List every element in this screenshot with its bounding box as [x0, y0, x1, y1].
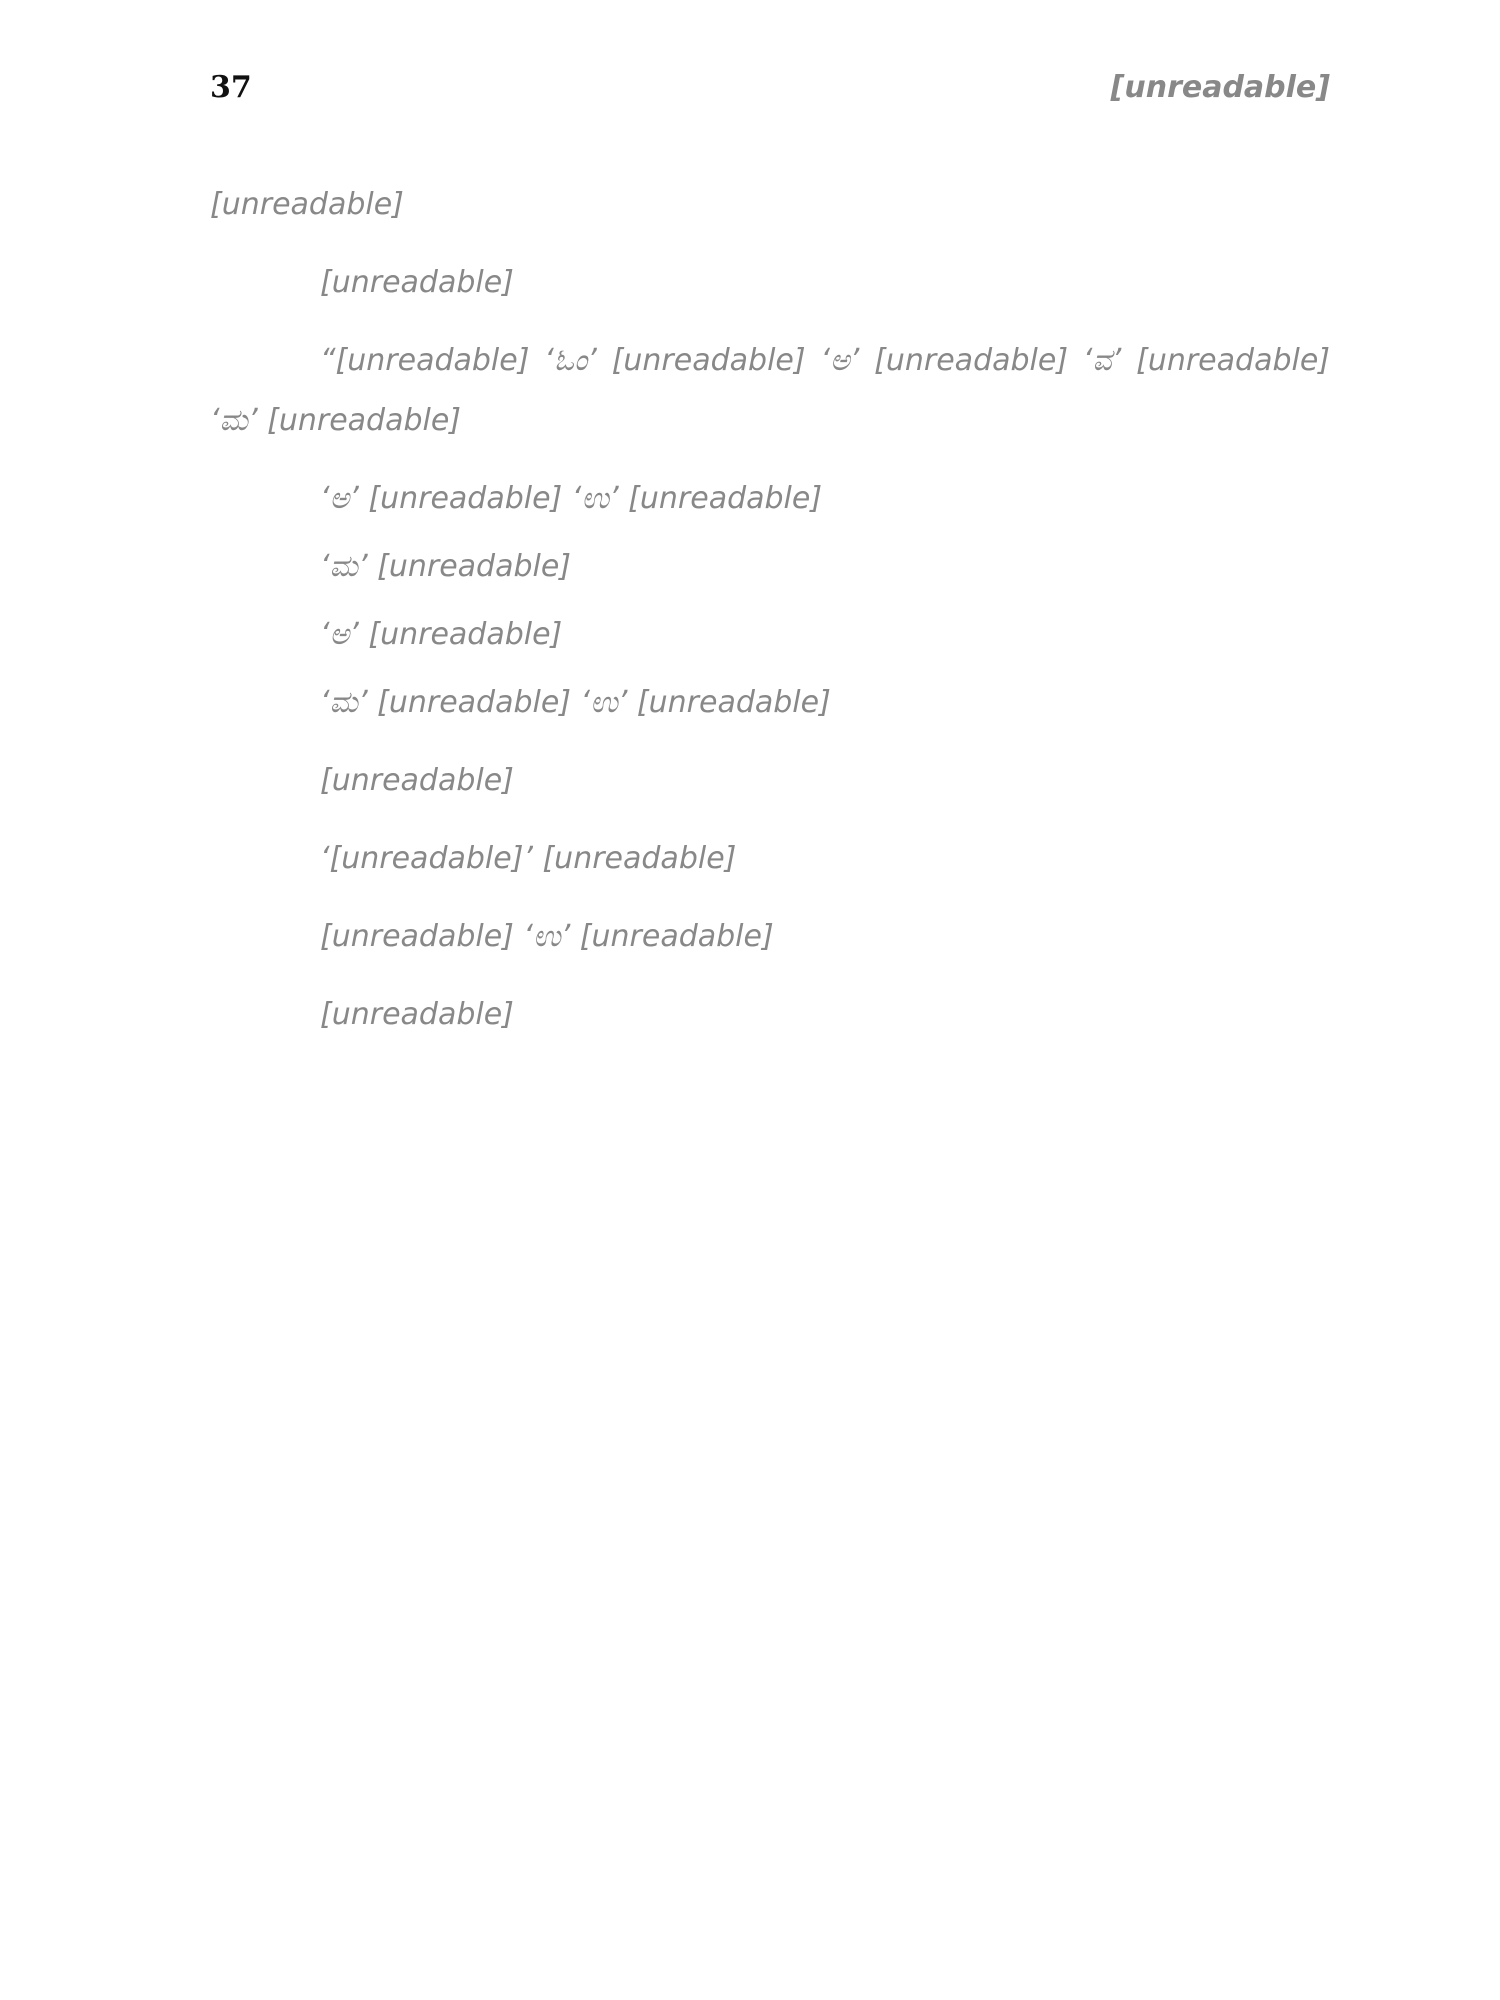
paragraph: ‘ಮ’ [unreadable] ‘ಉ’ [unreadable]	[320, 685, 831, 720]
body-text	[210, 175, 1330, 1045]
paragraph: [unreadable] ‘ಉ’ [unreadable]	[320, 919, 774, 954]
paragraph: [unreadable]	[320, 265, 514, 300]
running-head	[210, 70, 1330, 105]
paragraph: ‘ಮ’ [unreadable]	[320, 549, 572, 584]
page-number: 37	[210, 70, 252, 105]
paragraph: “[unreadable] ‘ಓಂ’ [unreadable] ‘ಅ’ [unreadable] ‘ವ’ [unreadable] ‘ಮ’ [unreadable]	[210, 343, 1330, 438]
paragraph: [unreadable]	[320, 997, 514, 1032]
paragraph: ‘ಅ’ [unreadable]	[320, 617, 563, 652]
paragraph: [unreadable]	[320, 763, 514, 798]
running-title: [unreadable]	[1110, 70, 1330, 105]
paragraph: ‘ಅ’ [unreadable] ‘ಉ’ [unreadable]	[320, 481, 823, 516]
paragraph: [unreadable]	[210, 187, 404, 222]
paragraph: ‘[unreadable]’ [unreadable]	[320, 841, 737, 876]
